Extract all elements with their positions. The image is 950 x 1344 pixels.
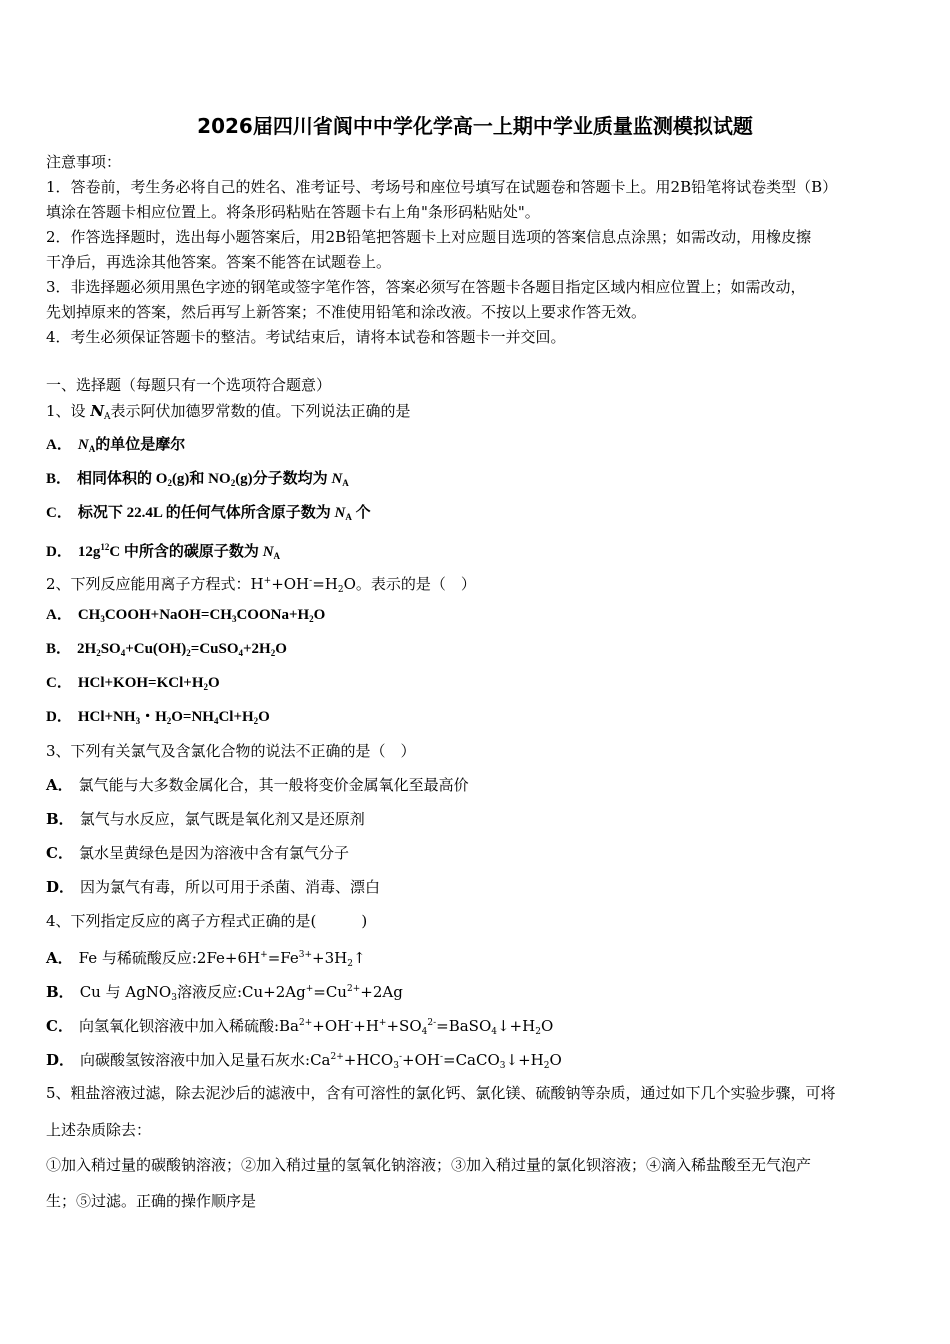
question-3-option-a: A． 氯气能与大多数金属化合，其一般将变价金属氧化至最高价: [46, 776, 469, 794]
question-4-option-c: C． 向氢氧化钡溶液中加入稀硫酸$:Ba^{2+}+OH^-+H^++SO_4^{2-}=BaSO_4↓+H_2O$: [46, 1017, 554, 1037]
question-5-stem-line: 5、粗盐溶液过滤，除去泥沙后的滤液中，含有可溶性的氯化钙、氯化镁、硫酸钠等杂质，通过如下几个实验步骤，可将: [46, 1084, 836, 1102]
question-5-stem-line: 上述杂质除去：: [46, 1121, 152, 1139]
question-5-stem-line: ①加入稍过量的碳酸钠溶液；②加入稍过量的氢氧化钠溶液；③加入稍过量的氯化钡溶液；④滴入稀盐酸至无气泡产: [46, 1156, 812, 1174]
question-2-option-d: D． $HCl+NH_3$・$H_2O=NH_4Cl+H_2O$: [46, 709, 270, 726]
question-2-option-a: A． $CH_3COOH+NaOH=CH_3COONa+H_2O$: [46, 607, 326, 624]
question-1-option-c: C． 标况下 22.4L 的任何气体所含原子数为 $N_A$ 个: [46, 505, 371, 522]
question-1-option-b: B． 相同体积的 $O_2(g)$和 $NO_2(g)$分子数均为 $N_A$: [46, 471, 349, 488]
notice-line: 填涂在答题卡相应位置上。将条形码粘贴在答题卡右上角"条形码粘贴处"。: [46, 203, 540, 221]
question-4-option-b: B． Cu 与 AgNO$_3$溶液反应$:Cu+2Ag^+=Cu^{2+}+2Ag$: [46, 983, 403, 1003]
question-4-stem: 4、下列指定反应的离子方程式正确的是( ): [46, 912, 368, 930]
notice-heading: 注意事项：: [46, 153, 122, 171]
question-2-stem: 2、下列反应能用离子方程式：$H^++OH^-=H_2O$。表示的是（ ）: [46, 575, 476, 595]
question-3-option-c: C． 氯水呈黄绿色是因为溶液中含有氯气分子: [46, 844, 349, 862]
question-5-stem-line: 生；⑤过滤。正确的操作顺序是: [46, 1192, 257, 1210]
notice-line: 1．答卷前，考生务必将自己的姓名、准考证号、考场号和座位号填写在试题卷和答题卡上。用2B铅笔将试卷类型（B）: [46, 178, 838, 196]
question-3-option-b: B． 氯气与水反应，氯气既是氧化剂又是还原剂: [46, 810, 365, 828]
page-title: 2026届四川省阆中中学化学高一上期中学业质量监测模拟试题: [197, 114, 753, 138]
question-4-option-d: D． 向碳酸氢铵溶液中加入足量石灰水$:Ca^{2+}+HCO_3^-+OH^-=CaCO_3↓+H_2O$: [46, 1051, 562, 1071]
question-2-option-c: C． $HCl+KOH=KCl+H_2O$: [46, 675, 220, 692]
section-heading: 一、选择题（每题只有一个选项符合题意）: [46, 376, 332, 394]
question-3-option-d: D． 因为氯气有毒，所以可用于杀菌、消毒、漂白: [46, 878, 381, 896]
notice-line: 2．作答选择题时，选出每小题答案后，用2B铅笔把答题卡上对应题目选项的答案信息点涂黑；如需改动，用橡皮擦: [46, 228, 812, 246]
notice-line: 3．非选择题必须用黑色字迹的钢笔或签字笔作答，答案必须写在答题卡各题目指定区域内相应位置上；如需改动，: [46, 278, 806, 296]
question-2-option-b: B． $2H_2SO_4+Cu(OH)_2=CuSO_4+2H_2O$: [46, 641, 287, 658]
question-1-option-d: D． $12g^{12}C$ 中所含的碳原子数为 $N_A$: [46, 542, 281, 561]
notice-line: 干净后，再选涂其他答案。答案不能答在试题卷上。: [46, 253, 392, 271]
question-1-stem: 1、设 $N_A$表示阿伏加德罗常数的值。下列说法正确的是: [46, 402, 411, 422]
question-4-option-a: A． Fe 与稀硫酸反应$:2Fe+6H^+=Fe^{3+}+3H_2↑$: [46, 949, 366, 969]
notice-line: 先划掉原来的答案，然后再写上新答案；不准使用铅笔和涂改液。不按以上要求作答无效。: [46, 303, 647, 321]
notice-line: 4．考生必须保证答题卡的整洁。考试结束后，请将本试卷和答题卡一并交回。: [46, 328, 566, 346]
question-1-option-a: A． $N_A$的单位是摩尔: [46, 437, 186, 454]
question-3-stem: 3、下列有关氯气及含氯化合物的说法不正确的是（ ）: [46, 742, 416, 760]
